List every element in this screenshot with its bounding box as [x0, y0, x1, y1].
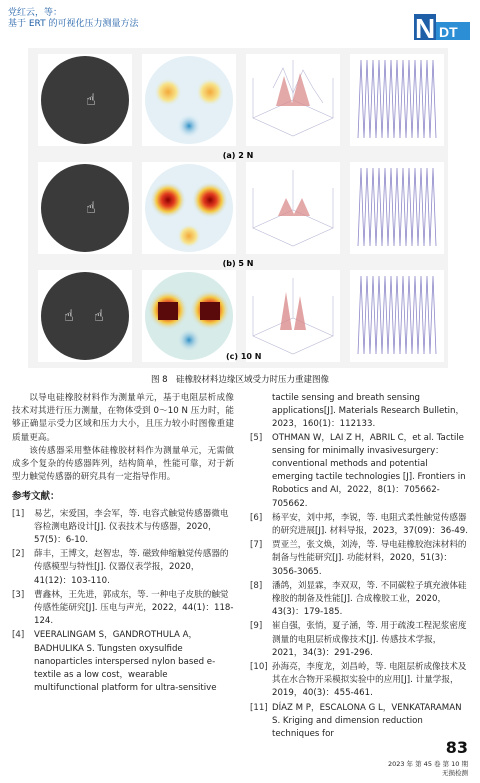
- reference-item: [1] 易艺，宋爱国，李会军，等. 电容式触觉传感器微电容检测电路设计[J]. 仪表技术与传感器，2020，57(5)：6-10.: [12, 508, 229, 546]
- ndt-logo: [414, 12, 470, 42]
- subcaption-c: (c) 10 N: [226, 352, 262, 361]
- reference-item: [5] OTHMAN W，LAI Z H，ABRIL C，et al. Tactile sensing for minimally invasivesurgery：conventional methods and potential emerging tactile technologies [J]. Frontiers in Robotics and AI，2022，8(1)：705662-705662.: [250, 432, 466, 509]
- running-header: [8, 8, 139, 30]
- reference-item: [3] 曹鑫林，王先进，郭成东，等. 一种电子皮肤的触觉传感性能研究[J]. 压电与声光，2022，44(1)：118-124.: [12, 589, 234, 627]
- left-column: [12, 392, 234, 696]
- journal-footer: [388, 760, 468, 778]
- hand-pointer-icon-c1: ☝: [64, 306, 74, 325]
- reference-continuation: tactile sensing and breath sensing applications[J]. Materials Research Bulletin，2023，160(1)：112133.: [272, 393, 465, 430]
- reference-item: [4] VEERALINGAM S，GANDROTHULA A，BADHULIKA S. Tungsten oxysulfide nanoparticles interspersed nylon based e-textile as a low cost，wearable multifunctional platform for ultra-sensitive: [12, 630, 217, 694]
- journal-name: 无损检测: [442, 769, 468, 777]
- figure-panels: [28, 48, 448, 368]
- reference-item: [10] 孙海亮，李度龙，刘昌岭，等. 电阻层析成像技术及其在水合物开采模拟实验中的应用[J]. 计量学报，2019，40(3)：455-461.: [250, 662, 467, 699]
- right-column: [250, 392, 468, 742]
- header-title: 基于 ERT 的可视化压力测量方法: [8, 19, 139, 29]
- figure-caption: 图 8 硅橡胶材料边缘区域受力时压力重建图像: [150, 375, 330, 385]
- figure-8: [28, 48, 448, 368]
- hand-pointer-icon-a: ☝: [86, 90, 96, 109]
- row-b: [38, 162, 444, 254]
- sensor-disc-a: [41, 56, 129, 144]
- conclusion-paragraph-2: 该传感器采用整体硅橡胶材料作为测量单元，无需做成多个复杂的传感器阵列，结构简单，性能可靠，对于新型力触觉传感器的研究具有一定指导作用。: [12, 445, 234, 483]
- hand-pointer-icon-b: ☝: [86, 198, 96, 217]
- reference-item: [8] 潘鸽，刘显霖，李双双，等. 不同碳粒子填充液体硅橡胶的制备及性能[J]. 合成橡胶工业，2020，43(3)：179-185.: [250, 580, 467, 618]
- journal-issue: 2023 年 第 45 卷 第 10 期: [387, 760, 468, 768]
- subcaption-b: (b) 5 N: [222, 259, 254, 268]
- reference-item: [11] DÍAZ M P，ESCALONA G L，VENKATARAMAN S. Kriging and dimension reduction techniques for: [250, 702, 462, 740]
- header-authors: 党红云，等：: [8, 8, 63, 18]
- row-c: [38, 270, 444, 362]
- reference-item: [2] 薛丰，王博文，赵智忠，等. 磁致伸缩触觉传感器的传感模型与特性[J]. 仪器仪表学报，2020，41(12)：103-110.: [12, 549, 229, 586]
- row-a: [38, 54, 444, 146]
- reference-item: [6] 杨平安，刘中邦，李锐，等. 电阻式柔性触觉传感器的研究进展[J]. 材料导报，2023，37(09)：36-49.: [250, 512, 468, 537]
- page-number: 83: [445, 738, 468, 757]
- references-heading: 参考文献：: [12, 491, 60, 503]
- hand-pointer-icon-c2: ☝: [94, 306, 104, 325]
- conclusion-paragraph-1: 以导电硅橡胶材料作为测量单元，基于电阻层析成像技术对其进行压力测量，在物体受到 0～10 N 压力时，能够正确显示受力区域和压力大小，且压力较小时图像重建质量更高。: [12, 393, 234, 443]
- svg-text:N: N: [415, 13, 436, 42]
- reference-item: [9] 崔自强，张悄，夏子涵，等. 用于疏浚工程泥浆密度测量的电阻层析成像技术[J]. 传感技术学报，2021，34(3)：291-296.: [250, 621, 467, 658]
- svg-text:DT: DT: [439, 24, 458, 40]
- ndt-logo-graphic: [414, 12, 470, 42]
- reference-item: [7] 贾亚兰，张文焕，刘涛，等. 导电硅橡胶泡沫材料的制备与性能研究[J]. 功能材料，2020，51(3)：3056-3065.: [250, 540, 467, 577]
- subcaption-a: (a) 2 N: [222, 151, 254, 160]
